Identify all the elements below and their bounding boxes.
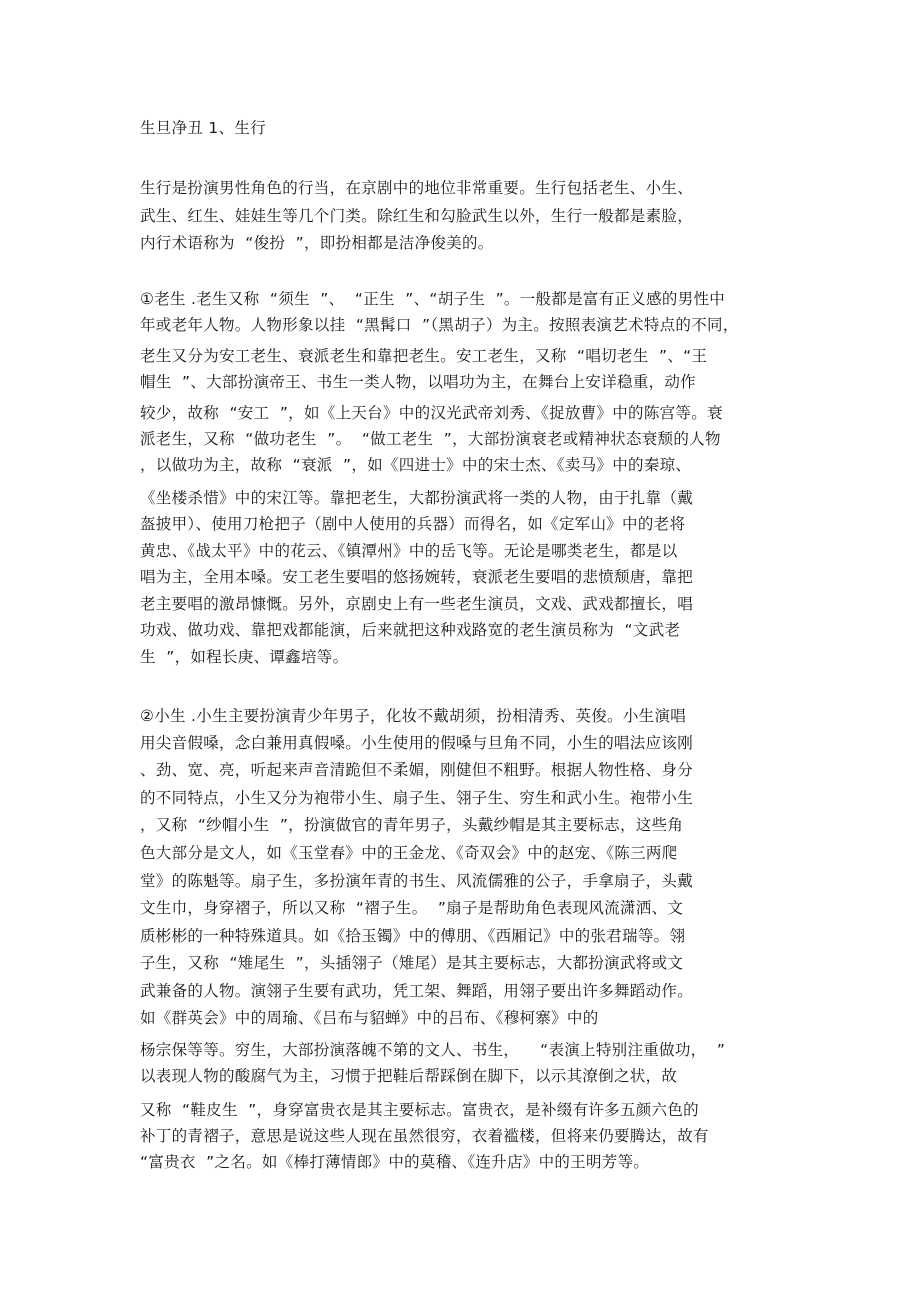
xiaosheng-line: 、劲、宽、亮，听起来声音清跪但不柔媚，刚健但不粗野。根据人物性格、身分 [140,761,694,779]
laosheng-line: 生 ”，如程长庚、谭鑫培等。 [140,648,349,666]
xiaosheng-line: 以表现人物的酸腐气为主，习惯于把鞋后帮踩倒在脚下，以示其潦倒之状，故 [140,1067,678,1085]
laosheng-line: 《坐楼杀惜》中的宋江等。靠把老生，大都扮演武将一类的人物，由于扎靠（戴 [140,489,694,507]
xiaosheng-line: 色大部分是文人，如《玉堂春》中的王金龙、《奇双会》中的赵宠、《陈三两爬 [140,844,678,862]
xiaosheng-line: 质彬彬的一种特殊道具。如《拾玉镯》中的傅朋、《西厢记》中的张君瑞等。翎 [140,927,686,945]
intro-line: 武生、红生、娃娃生等几个门类。除红生和勾脸武生以外，生行一般都是素脸， [140,207,694,225]
laosheng-line: 老主要唱的激昂慷慨。另外，京剧史上有一些老生演员，文戏、武戏都擅长，唱 [140,595,694,613]
laosheng-line: 帽生 ”、大部扮演帝王、书生一类人物，以唱功为主，在舞台上安详稳重，动作 [140,373,696,391]
laosheng-line: 盔披甲）、使用刀枪把子（剧中人使用的兵器）而得名，如《定军山》中的老将 [140,515,686,533]
laosheng-line: 年或老年人物。人物形象以挂 “黑髯口 ”（黑胡子）为主。按照表演艺术特点的不同， [140,316,739,334]
xiaosheng-line: 又称 “鞋皮生 ”，身穿富贵衣是其主要标志。富贵衣，是补缀有许多五颜六色的 [140,1101,699,1119]
xiaosheng-line: ，又称 “纱帽小生 ”，扮演做官的青年男子，头戴纱帽是其主要标志，这些角 [140,816,684,834]
xiaosheng-line: 杨宗保等等。穷生，大部扮演落魄不第的文人、书生， “表演上特别注重做功， ” [140,1041,726,1059]
laosheng-line: 唱为主，全用本嗓。安工老生要唱的悠扬婉转，衰派老生要唱的悲愤颓唐，靠把 [140,568,694,586]
xiaosheng-line: 补丁的青褶子，意思是说这些人现在虽然很穷，衣着褴楼，但将来仍要腾达，故有 [140,1127,709,1145]
xiaosheng-line: 武兼备的人物。演翎子生要有武功，凭工架、舞蹈，用翎子要出许多舞蹈动作。 [140,982,694,1000]
laosheng-line: 老生又分为安工老生、衰派老生和靠把老生。安工老生，又称 “唱切老生 ”、“王 [140,347,708,365]
laosheng-line: 功戏、做功戏、靠把戏都能演，后来就把这种戏路宽的老生演员称为 “文武老 [140,621,681,639]
xiaosheng-line: ②小生 .小生主要扮演青少年男子，化妆不戴胡须，扮相清秀、英俊。小生演唱 [140,707,687,725]
section-title: 生旦净丑 1、生行 [140,119,266,137]
intro-line: 生行是扮演男性角色的行当，在京剧中的地位非常重要。生行包括老生、小生、 [140,179,694,197]
laosheng-line: 较少，故称 “安工 ”，如《上天台》中的汉光武帝刘秀、《捉放曹》中的陈宫等。衰 [140,404,723,422]
xiaosheng-line: 文生巾，身穿褶子，所以又称 “褶子生。 ”扇子是帮助角色表现风流潇洒、文 [140,899,684,917]
laosheng-line: ，以做功为主，故称 “衰派 ”，如《四进士》中的宋士杰、《卖马》中的秦琼、 [140,456,692,474]
xiaosheng-line: 如《群英会》中的周瑜、《吕布与貂蝉》中的吕布、《穆柯寨》中的 [140,1009,599,1027]
xiaosheng-line: “富贵衣 ”之名。如《棒打薄情郎》中的莫稽、《连升店》中的王明芳等。 [140,1153,650,1171]
laosheng-line: 派老生，又称 “做功老生 ”。 “做工老生 ”，大部扮演衰老或精神状态衰颓的人物 [140,430,721,448]
laosheng-line: ①老生 .老生又称 “须生 ”、 “正生 ”、“胡子生 ”。一般都是富有正义感的男性中 [140,290,726,308]
laosheng-line: 黄忠、《战太平》中的花云、《镇潭州》中的岳飞等。无论是哪类老生，都是以 [140,542,678,560]
xiaosheng-line: 子生，又称 “雉尾生 ”，头插翎子（雉尾）是其主要标志，大都扮演武将或文 [140,954,684,972]
xiaosheng-line: 堂》的陈魁等。扇子生，多扮演年青的书生、风流儒雅的公子，手拿扇子，头戴 [140,872,694,890]
intro-line: 内行术语称为 “俊扮 ”，即扮相都是洁净俊美的。 [140,234,494,252]
xiaosheng-line: 的不同特点，小生又分为袍带小生、扇子生、翎子生、穷生和武小生。袍带小生 [140,789,694,807]
xiaosheng-line: 用尖音假嗓，念白兼用真假嗓。小生使用的假嗓与旦角不同，小生的唱法应该刚 [140,734,694,752]
